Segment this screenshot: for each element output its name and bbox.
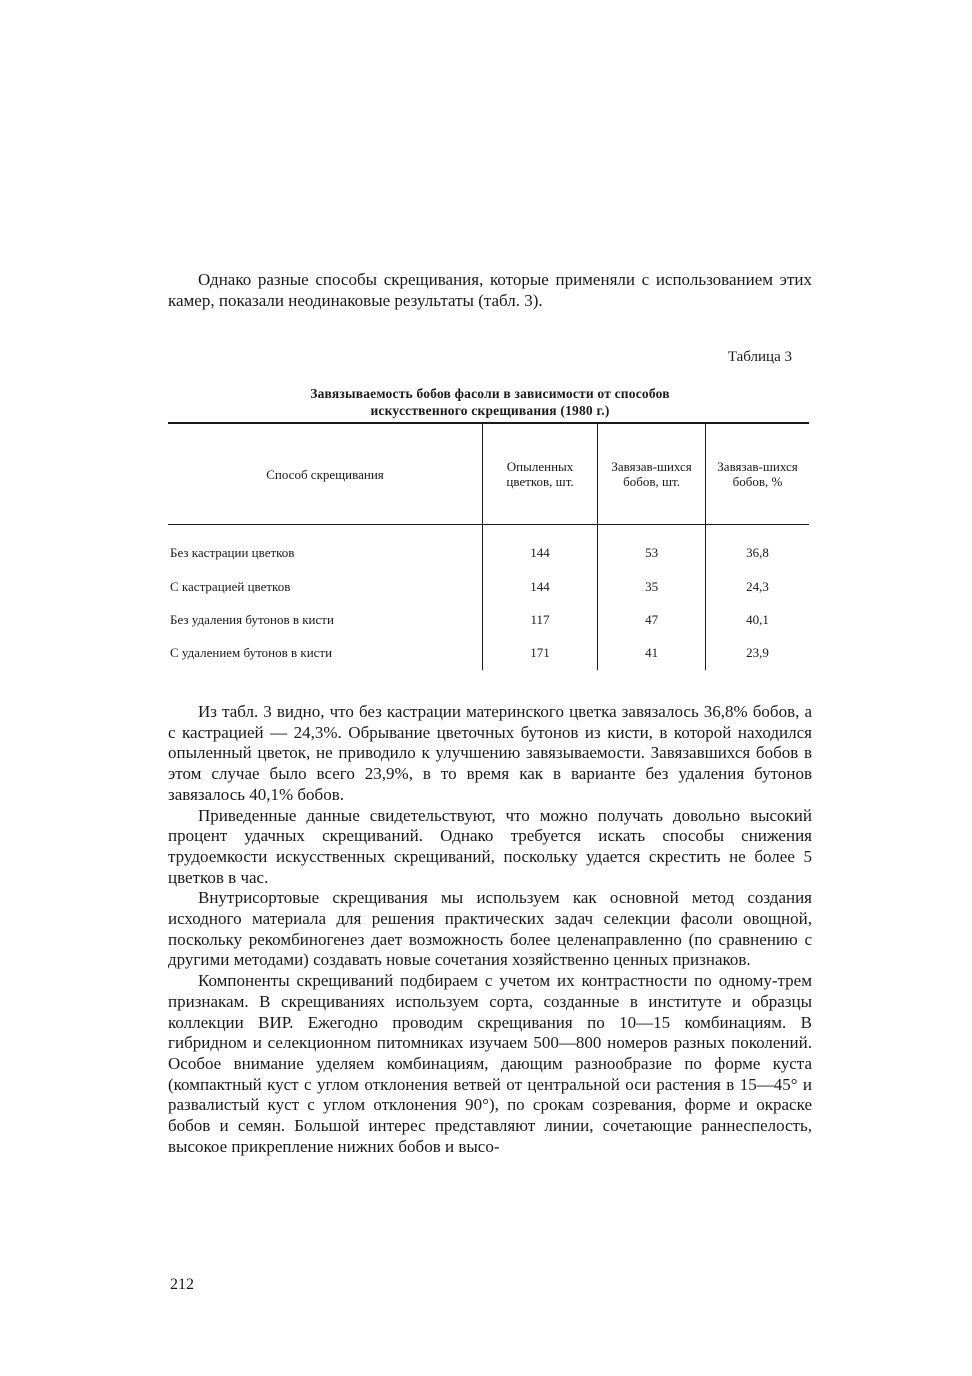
cell-set-count: 53 — [598, 525, 706, 571]
table-row — [168, 525, 809, 571]
cell-pollinated: 117 — [483, 603, 598, 636]
page-number: 212 — [170, 1276, 194, 1293]
intro-text — [168, 270, 812, 311]
cell-method: Без кастрации цветков — [170, 544, 295, 560]
table-header-row — [168, 423, 809, 525]
cell-method: С удалением бутонов в кисти — [170, 645, 333, 660]
cell-set-percent: 23,9 — [706, 636, 809, 670]
cell-method: С кастрацией цветков — [170, 578, 291, 594]
cell-set-count: 41 — [598, 636, 706, 670]
body-text — [168, 702, 812, 1157]
cell-method: Без удаления бутонов в кисти — [170, 611, 334, 627]
cell-pollinated: 144 — [483, 570, 598, 603]
header-set-percent: Завязав-шихся бобов, % — [706, 423, 809, 525]
table-row — [168, 636, 809, 670]
table-label: Таблица 3 — [727, 349, 792, 365]
paragraph: Однако разные способы скрещивания, которые применяли с использованием этих камер, показали неодинаковые результаты (табл. 3). — [168, 270, 812, 310]
header-set-count: Завязав-шихся бобов, шт. — [598, 423, 706, 525]
table-title — [168, 385, 812, 419]
paragraph: Из табл. 3 видно, что без кастрации материнского цветка завязалось 36,8% бобов, а с кастрацией — 24,3%. Обрывание цветочных бутонов из кисти, в которой находился опыленный цветок, не приводило к улучшению завязываемости. Завязавшихся бобов в этом случае было всего 23,9%, в то время как в варианте без удаления бутонов завязалось 40,1% бобов. — [168, 702, 812, 804]
cell-set-count: 47 — [598, 603, 706, 636]
paragraph: Приведенные данные свидетельствуют, что можно получать довольно высокий процент удачных скрещиваний. Однако требуется искать способы снижения трудоемкости искусственных скрещиваний, поскольку удается скрестить не более 5 цветков в час. — [168, 805, 812, 887]
cell-set-percent: 24,3 — [706, 570, 809, 603]
cell-pollinated: 171 — [483, 636, 598, 670]
table-row — [168, 570, 809, 603]
table-title-line: искусственного скрещивания (1980 г.) — [370, 403, 610, 418]
cell-pollinated: 144 — [483, 525, 598, 571]
data-table — [168, 422, 809, 670]
paragraph: Внутрисортовые скрещивания мы используем как основной метод создания исходного материала для решения практических задач селекции фасоли овощной, поскольку рекомбиногенез дает возможность более целенаправленно (по сравнению с другими методами) создавать новые сочетания хозяйственно ценных признаков. — [168, 888, 812, 970]
cell-set-count: 35 — [598, 570, 706, 603]
cell-set-percent: 40,1 — [706, 603, 809, 636]
cell-set-percent: 36,8 — [706, 525, 809, 571]
table-title-line: Завязываемость бобов фасоли в зависимости от способов — [310, 386, 670, 401]
paragraph: Компоненты скрещиваний подбираем с учетом их контрастности по одному-трем признакам. В скрещиваниях используем сорта, созданные в институте и образцы коллекции ВИР. Ежегодно проводим скрещивания по 10—15 комбинациям. В гибридном и селекционном питомниках изучаем 500—800 номеров разных поколений. Особое внимание уделяем комбинациям, дающим разнообразие по форме куста (компактный куст с углом отклонения ветвей от центральной оси растения в 15—45° и развалистый куст с углом отклонения 90°), по срокам созревания, форме и окраске бобов и семян. Большой интерес представляют линии, сочетающие раннеспелость, высокое прикрепление нижних бобов и высо- — [168, 971, 812, 1156]
header-pollinated: Опыленных цветков, шт. — [483, 423, 598, 525]
table-row — [168, 603, 809, 636]
header-method: Способ скрещивания — [168, 423, 483, 525]
